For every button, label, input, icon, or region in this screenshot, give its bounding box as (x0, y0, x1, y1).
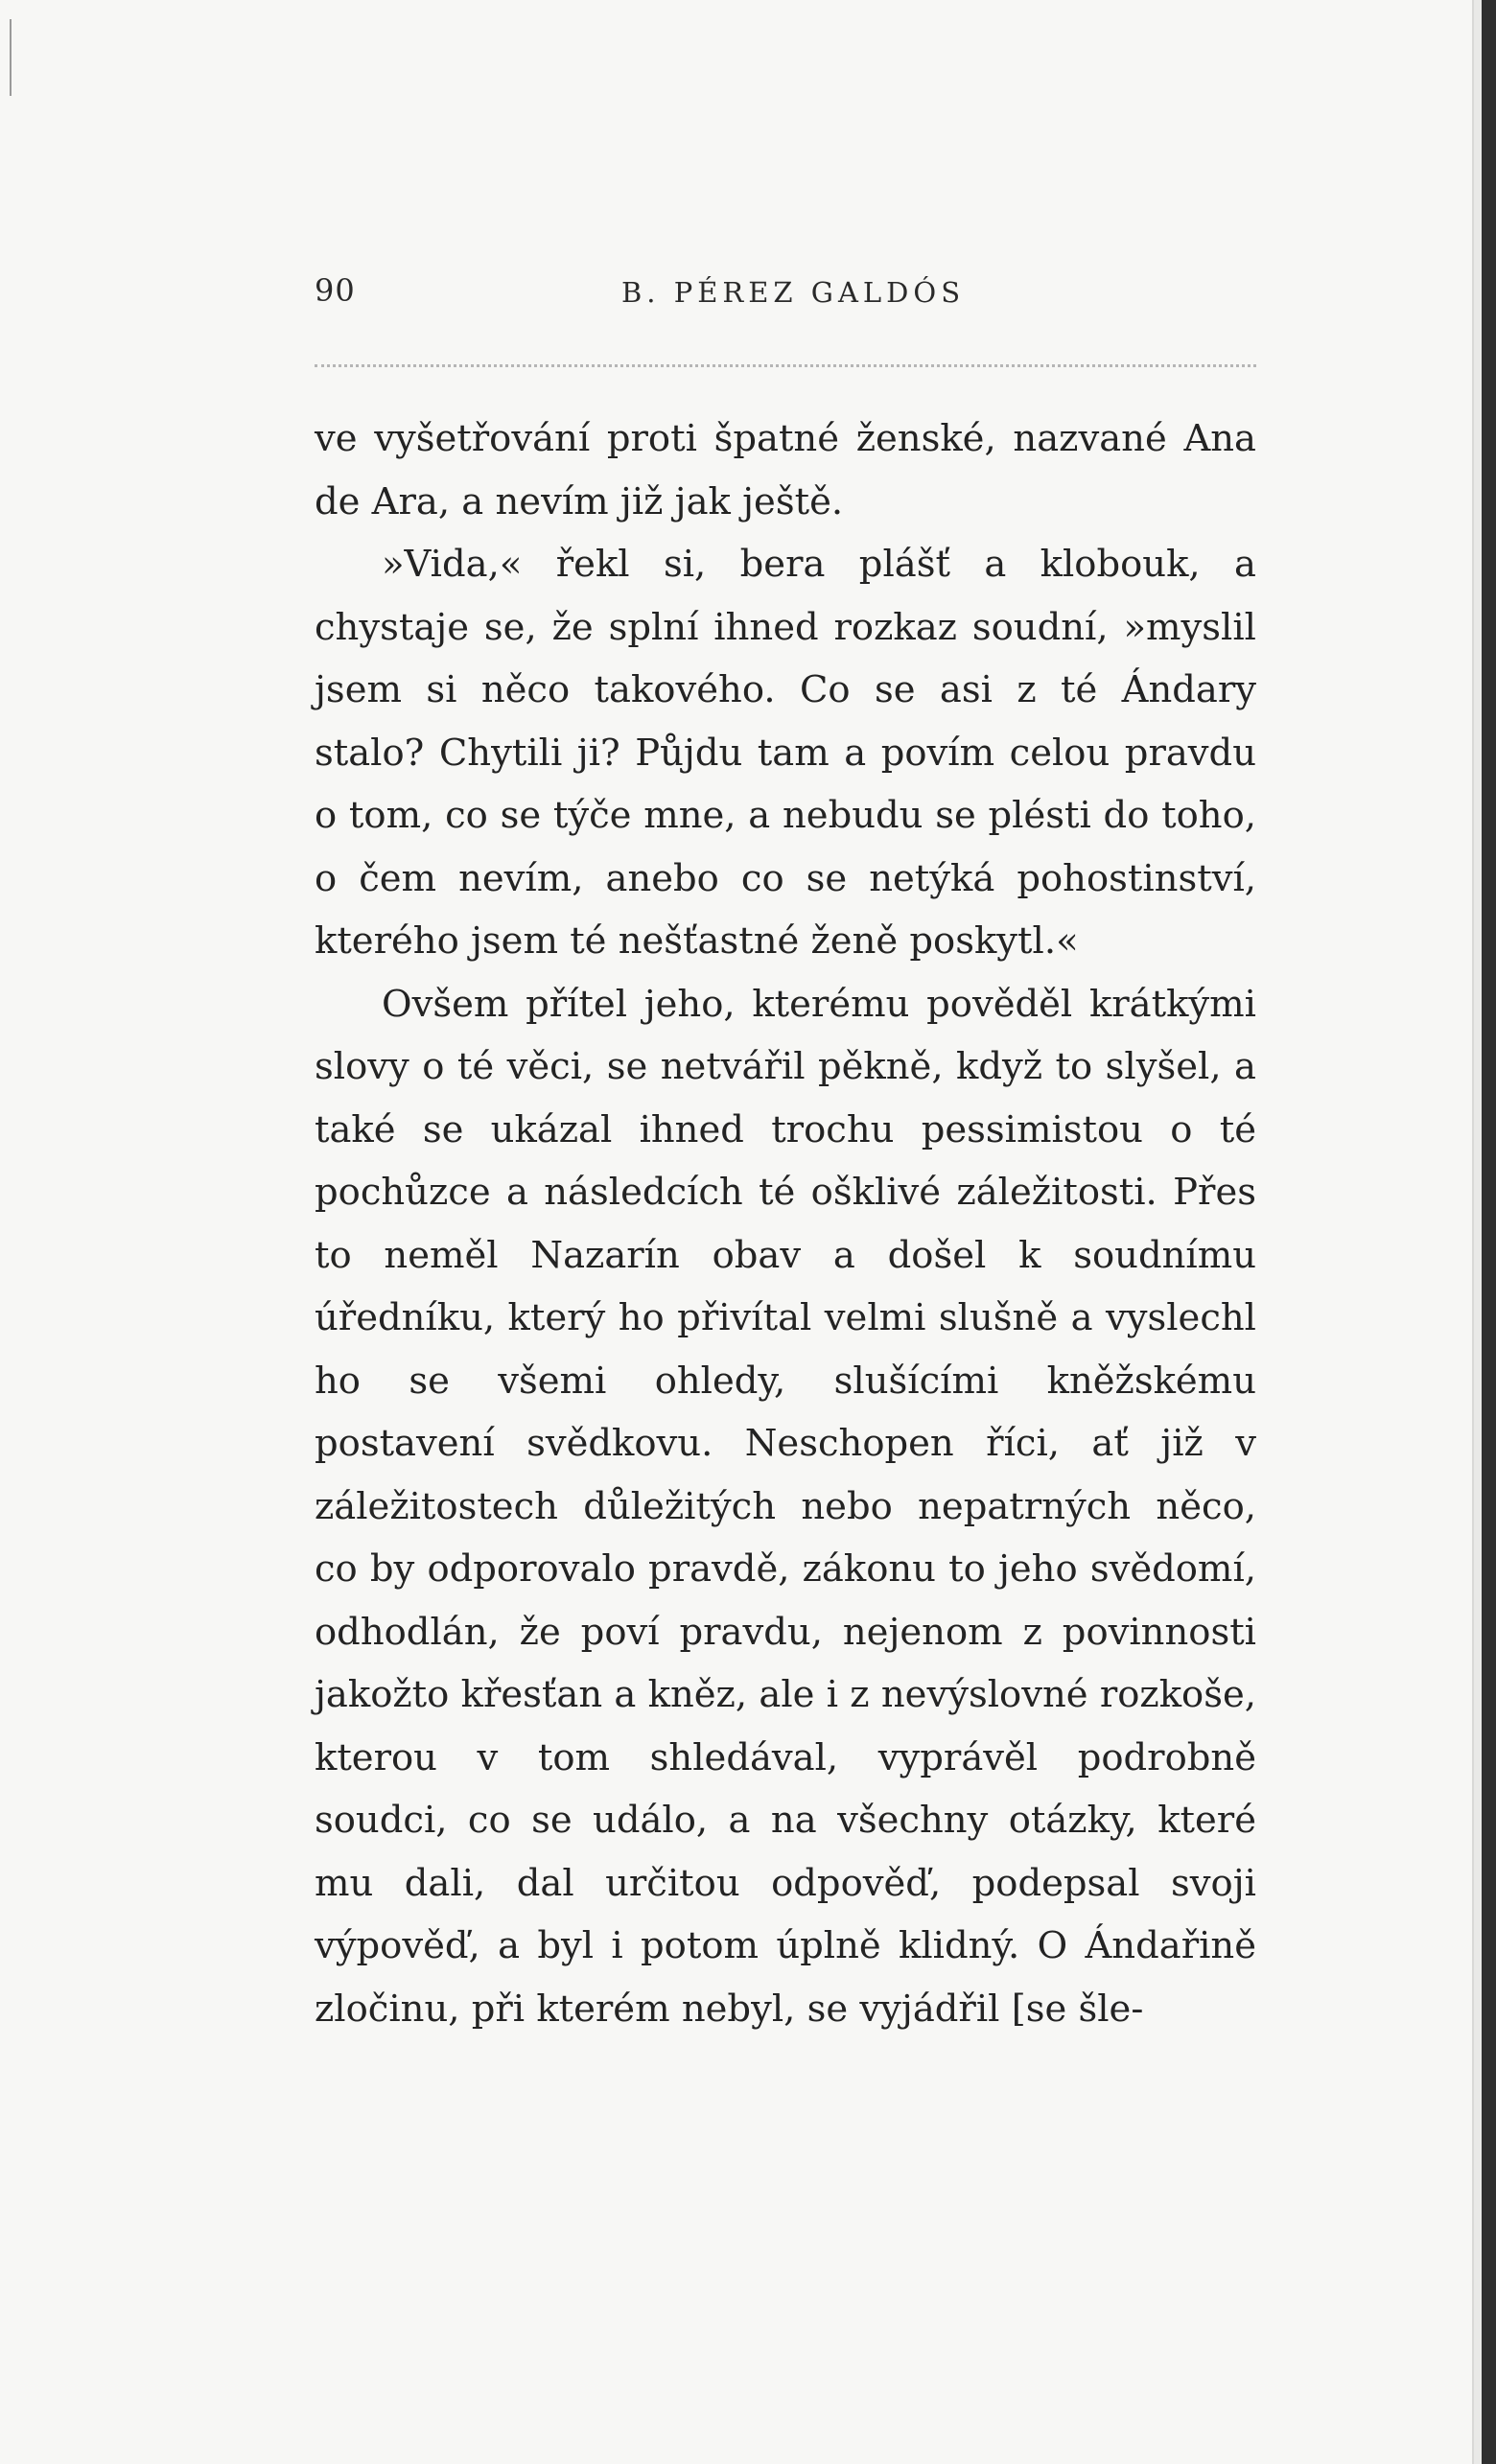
paragraph-quote: »Vida,« řekl si, bera plášť a klobouk, a chystaje se, že splní ihned rozkaz soudní, »myslil jsem si něco takového. Co se asi z té Ándary stalo? Chytili ji? Půjdu tam a povím celou pravdu o tom, co se týče mne, a nebudu se plésti do toho, o čem nevím, anebo co se netýká pohostinství, kterého jsem té nešťastné ženě poskytl.« (315, 543, 1256, 963)
header-rule (315, 364, 1256, 367)
page-number: 90 (315, 272, 356, 309)
paragraph-continuation: ve vyšetřování proti špatné ženské, nazvané Ana de Ara, a nevím již jak ještě. (315, 417, 1256, 523)
scan-right-edge (1472, 0, 1496, 2464)
body-text (315, 407, 1256, 2040)
running-head-author: B. PÉREZ GALDÓS (621, 276, 966, 309)
scan-dark-strip (1482, 0, 1496, 2464)
paragraph-main: Ovšem přítel jeho, kterému pověděl krátkými slovy o té věci, se netvářil pěkně, když to slyšel, a také se ukázal ihned trochu pessimistou o té pochůzce a následcích té ošklivé záležitosti. Přes to neměl Nazarín obav a došel k soudnímu úředníku, který ho přivítal velmi slušně a vyslechl ho se všemi ohledy, slušícími kněžskému postavení svědkovu. Neschopen říci, ať již v záležitostech důležitých nebo nepatrných něco, co by odporovalo pravdě, zákonu to jeho svědomí, odhodlán, že poví pravdu, nejenom z povinnosti jakožto křesťan a kněz, ale i z nevýslovné rozkoše, kterou v tom shledával, vyprávěl podrobně soudci, co se událo, a na všechny otázky, které mu dali, dal určitou odpověď, podepsal svoji výpověď, a byl i potom úplně klidný. O Ándařině zločinu, při kterém nebyl, se vyjádřil [se šle- (315, 982, 1256, 2031)
scan-edge-mark (10, 19, 12, 96)
running-head (315, 270, 1256, 318)
